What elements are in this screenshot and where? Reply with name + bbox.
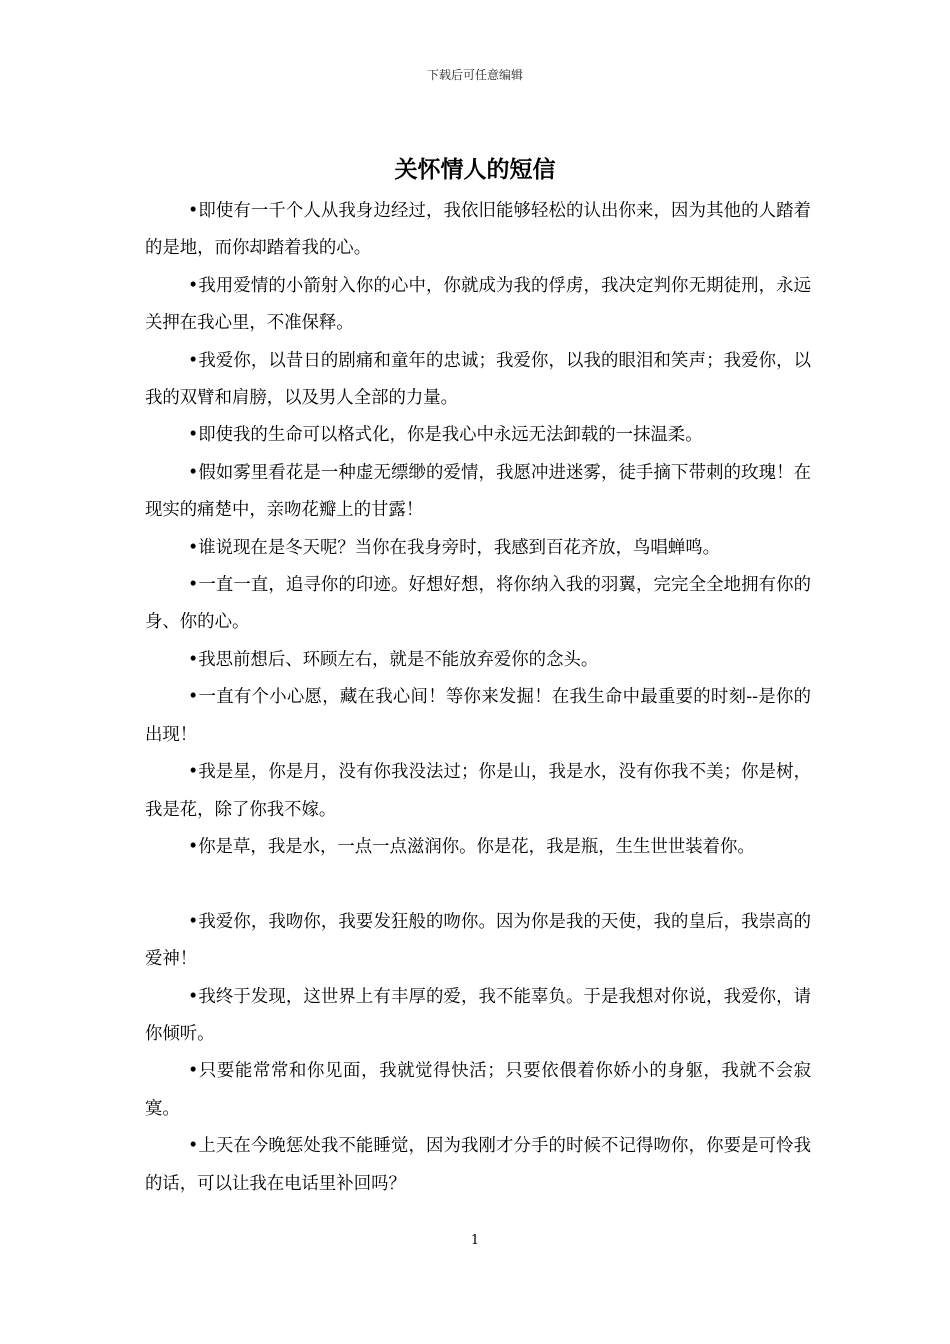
- message-paragraph: •即使有一千个人从我身边经过，我依旧能够轻松的认出你来，因为其他的人踏着的是地，而你却踏着我的心。: [145, 201, 811, 259]
- message-paragraph: •只要能常常和你见面，我就觉得快活；只要依偎着你娇小的身躯，我就不会寂寞。: [145, 1061, 811, 1119]
- message-paragraph: •即使我的生命可以格式化，你是我心中永远无法卸载的一抹温柔。: [188, 425, 703, 446]
- message-paragraph: •我爱你，以昔日的剧痛和童年的忠诚；我爱你，以我的眼泪和笑声；我爱你，以我的双臂和肩膀，以及男人全部的力量。: [145, 350, 811, 409]
- message-paragraph: •一直一直，追寻你的印迹。好想好想，将你纳入我的羽翼，完完全全地拥有你的身、你的心。: [145, 575, 811, 633]
- page-header-note: 下载后可任意编辑: [426, 68, 523, 82]
- document-title: 关怀情人的短信: [394, 156, 556, 183]
- page-number: 1: [470, 1233, 480, 1248]
- message-paragraph: •假如雾里看花是一种虚无缥缈的爱情，我愿冲进迷雾，徒手摘下带刺的玫瑰！在现实的痛楚中，亲吻花瓣上的甘露！: [145, 462, 811, 521]
- message-paragraph: •你是草，我是水，一点一点滋润你。你是花，我是瓶，生生世世装着你。: [188, 836, 755, 857]
- message-paragraph: •我爱你，我吻你，我要发狂般的吻你。因为你是我的天使，我的皇后，我崇高的爱神！: [145, 911, 811, 970]
- message-paragraph: •上天在今晚惩处我不能睡觉，因为我刚才分手的时候不记得吻你，你要是可怜我的话，可以让我在电话里补回吗？: [145, 1136, 811, 1194]
- message-paragraph: •我用爱情的小箭射入你的心中，你就成为我的俘虏，我决定判你无期徒刑，永远关押在我心里，不准保释。: [145, 275, 811, 334]
- message-paragraph: •谁说现在是冬天呢？当你在我身旁时，我感到百花齐放，鸟唱蝉鸣。: [188, 537, 720, 558]
- message-paragraph: •我是星，你是月，没有你我没法过；你是山，我是水，没有你我不美；你是树，我是花，除了你我不嫁。: [145, 762, 811, 820]
- message-paragraph: •我思前想后、环顾左右，就是不能放弃爱你的念头。: [188, 649, 599, 670]
- document-body: [145, 193, 811, 1203]
- blank-line: [145, 866, 811, 903]
- message-paragraph: •一直有个小心愿，藏在我心间！等你来发掘！在我生命中最重要的时刻--是你的出现！: [145, 687, 811, 745]
- message-paragraph: •我终于发现，这世界上有丰厚的爱，我不能辜负。于是我想对你说，我爱你，请你倾听。: [145, 986, 811, 1044]
